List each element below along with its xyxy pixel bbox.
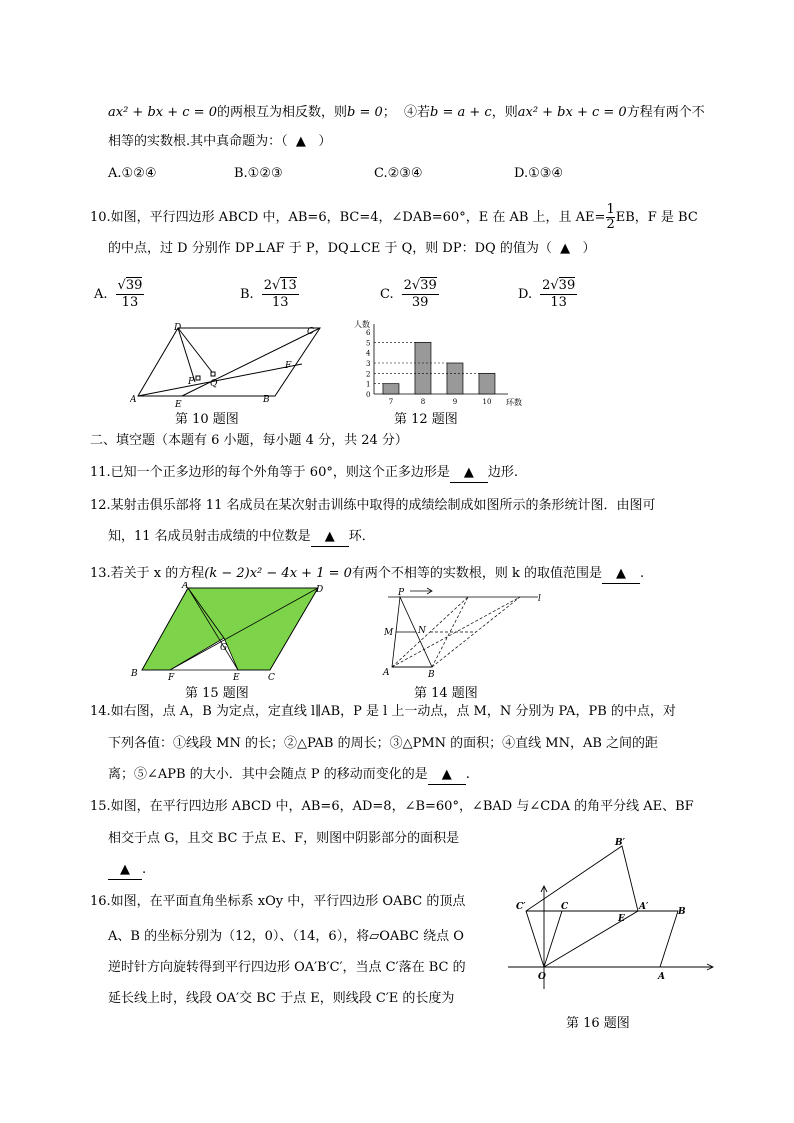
sqrt-icon: √	[411, 278, 421, 293]
label-c-prime: C′	[516, 902, 526, 912]
q10-frac-den: 2	[606, 217, 615, 232]
figure-16	[508, 834, 720, 994]
q12-end: 环．	[348, 529, 375, 544]
answer-mark: ▲	[295, 134, 306, 149]
radicand: 13	[280, 278, 297, 293]
q16-line1: 16.如图，在平面直角坐标系 xOy 中，平行四边形 OABC 的顶点	[90, 894, 466, 909]
figure-14	[378, 585, 548, 680]
coefficient: 2	[403, 278, 412, 293]
q10-line1	[90, 203, 698, 232]
option-label: B.	[240, 287, 254, 302]
q10-fraction	[606, 203, 614, 232]
radicand: 39	[420, 278, 437, 293]
label-e: E	[233, 673, 240, 682]
label-n: N	[418, 626, 426, 636]
right-angle-q	[211, 372, 215, 376]
q15-line2: 相交于点 G，且交 BC 于点 E、F，则图中阴影部分的面积是	[108, 831, 460, 846]
segment-dq	[178, 328, 212, 372]
label-b: B	[678, 907, 686, 917]
answer-mark: ▲	[441, 767, 452, 782]
q10-option-c	[380, 278, 439, 311]
q14-text3: 离；⑤∠APB 的大小．其中会随点 P 的移动而变化的是	[108, 767, 428, 782]
q10-frac-num: 1	[606, 202, 615, 217]
sqrt-icon: √	[117, 278, 126, 293]
label-f: F	[168, 673, 175, 682]
q9-option-d: D.①③④	[514, 166, 564, 181]
answer-mark: ▲	[120, 862, 130, 877]
right-angle-p	[196, 376, 200, 380]
q9-option-c: C.②③④	[374, 166, 423, 181]
radicand: 39	[125, 278, 143, 293]
q11-text: 11.已知一个正多边形的每个外角等于 60°，则这个正多边形是	[90, 465, 450, 480]
bar	[415, 342, 431, 394]
q16-line4: 延长线上时，线段 OA′交 BC 于点 E，则线段 C′E 的长度为	[108, 991, 455, 1006]
sqrt-icon: √	[271, 278, 281, 293]
parallelogram-oabc	[544, 911, 678, 967]
option-fraction	[116, 278, 145, 311]
segment-af	[138, 364, 302, 396]
section-2-heading: 二、填空题（本题有 6 小题，每小题 4 分，共 24 分）	[90, 433, 408, 448]
label-c: C	[268, 673, 275, 682]
q12-line1: 12.某射击俱乐部将 11 名成员在某次射击训练中取得的成绩绘制成如图所示的条形统计图．由图可	[90, 498, 656, 513]
q15-line3	[108, 861, 146, 880]
label-c: C	[307, 327, 314, 337]
q16-line3: 逆时针方向旋转得到平行四边形 OA′B′C′，当点 C′落在 BC 的	[108, 960, 466, 975]
bar	[447, 363, 463, 394]
fraction-denominator: 39	[411, 295, 429, 310]
label-d: D	[316, 585, 324, 595]
segment-dp	[178, 328, 195, 382]
answer-blank	[311, 528, 349, 547]
figure-12-chart	[352, 318, 532, 410]
q9-eq4: ax² + bx + c = 0	[517, 105, 627, 120]
label-d: D	[174, 323, 182, 333]
q9-eq2: b = 0	[347, 105, 383, 120]
q13-equation: (k − 2)x² − 4x + 1 = 0	[204, 566, 352, 581]
answer-blank	[602, 565, 640, 584]
q14-line3	[108, 766, 470, 785]
label-g: G	[220, 643, 228, 653]
y-tick-label: 2	[366, 370, 371, 379]
figure-14-caption: 第 14 题图	[414, 686, 478, 701]
label-c: C	[561, 902, 569, 912]
answer-mark: ▲	[463, 465, 474, 480]
option-label: A.	[94, 287, 108, 302]
label-o: O	[538, 972, 546, 982]
x-tick-label: 10	[482, 398, 492, 406]
q12-text: 知，11 名成员射击成绩的中位数是	[108, 529, 311, 544]
fraction-denominator: 13	[121, 295, 139, 310]
q11-end: 边形.	[487, 465, 518, 480]
q10-text1b: EB，F 是 BC	[615, 210, 698, 225]
q9-line1	[108, 104, 705, 122]
q9-item4: ④若	[404, 105, 431, 120]
label-b: B	[428, 670, 435, 680]
option-label: C.	[380, 287, 394, 302]
answer-blank	[108, 861, 142, 880]
option-label: D.	[518, 287, 533, 302]
label-b-prime: B′	[615, 838, 625, 848]
q13-text-b: 有两个不相等的实数根，则 k 的取值范围是	[351, 566, 603, 581]
bar	[383, 384, 399, 394]
y-tick-label: 1	[366, 380, 371, 389]
radicand: 39	[558, 278, 576, 293]
figure-10-caption: 第 10 题图	[175, 412, 239, 427]
fraction-denominator: 13	[550, 295, 567, 310]
y-tick-label: 3	[366, 360, 371, 368]
fraction-denominator: 13	[271, 295, 289, 310]
q9-text2: 相等的实数根.其中真命题为：（	[108, 134, 288, 149]
answer-mark: ▲	[616, 566, 627, 581]
x-tick-label: 9	[452, 398, 458, 406]
figure-15	[128, 582, 328, 682]
label-a-prime: A′	[639, 902, 649, 912]
fraction-numerator	[402, 278, 439, 295]
q10-text1a: 10.如图，平行四边形 ABCD 中，AB=6，BC=4，∠DAB=60°，E 在 AB 上，且 AE=	[90, 210, 606, 225]
bar	[479, 373, 495, 394]
figure-12-caption: 第 12 题图	[394, 412, 458, 427]
q9-eq1: ax² + bx + c = 0	[108, 105, 217, 120]
coefficient: 2	[263, 278, 272, 293]
q10-option-d	[518, 278, 577, 311]
y-tick-label: 0	[366, 391, 371, 399]
answer-mark: ▲	[324, 529, 335, 544]
label-l: l	[538, 594, 541, 604]
answer-blank	[428, 766, 466, 785]
fraction-numerator	[262, 278, 299, 295]
label-a: A	[383, 668, 390, 678]
q10-line2	[108, 240, 596, 258]
label-a: A	[182, 582, 189, 591]
q13-end: .	[640, 566, 645, 581]
label-e: E	[618, 914, 625, 924]
q10-option-b	[240, 278, 299, 311]
label-p: P	[188, 377, 195, 387]
q9-option-b: B.①②③	[234, 166, 283, 181]
sqrt-icon: √	[550, 278, 559, 293]
answer-mark: ▲	[560, 241, 571, 256]
q14-end: .	[465, 767, 470, 782]
parallelogram-abcd	[138, 328, 320, 396]
label-e: E	[175, 400, 182, 407]
q11	[90, 464, 518, 483]
q9-sep: ；	[382, 105, 396, 120]
figure-10	[130, 322, 330, 407]
q9-option-a: A.①②④	[108, 166, 157, 181]
q14-line2: 下列各值：①线段 MN 的长；②△PAB 的周长；③△PMN 的面积；④直线 MN，AB 之间的距	[108, 736, 659, 751]
answer-blank	[450, 464, 488, 483]
option-fraction	[540, 278, 577, 311]
q16-line2: A、B 的坐标分别为（12，0）、（14，6），将▱OABC 绕点 O	[108, 929, 464, 944]
option-fraction	[262, 278, 299, 311]
figure-16-caption: 第 16 题图	[566, 1016, 630, 1031]
label-b: B	[263, 395, 270, 405]
label-a: A	[130, 395, 137, 405]
label-b: B	[131, 669, 138, 679]
coefficient: 2	[542, 278, 551, 293]
q9-mid: ，则	[491, 105, 518, 120]
q13-text-a: 13.若关于 x 的方程	[90, 566, 205, 581]
q15-end: .	[142, 862, 147, 877]
label-p: P	[398, 588, 405, 598]
q12-line2	[108, 528, 375, 547]
q10-close: ）	[582, 241, 596, 256]
q15-line1: 15.如图，在平行四边形 ABCD 中，AB=6，AD=8，∠B=60°，∠BAD 与∠CDA 的角平分线 AE、BF	[90, 799, 694, 814]
option-fraction	[402, 278, 439, 311]
q9-line2	[108, 133, 331, 151]
label-q: Q	[210, 379, 218, 389]
q9-text1: 的两根互为相反数，则	[216, 105, 347, 120]
label-a: A	[658, 972, 665, 982]
q10-option-a	[94, 278, 144, 311]
x-tick-label: 7	[388, 398, 394, 406]
figure-15-caption: 第 15 题图	[185, 686, 249, 701]
parallelogram-oa'b'c'	[526, 846, 638, 967]
q14-line1: 14.如右图，点 A，B 为定点，定直线 l∥AB，P 是 l 上一动点，点 M，N 分别为 PA，PB 的中点，对	[90, 704, 676, 719]
y-tick-label: 5	[366, 339, 371, 348]
q9-eq3: b = a + c	[430, 105, 492, 120]
q10-text2: 的中点，过 D 分别作 DP⊥AF 于 P，DQ⊥CE 于 Q，则 DP：DQ 的值为（	[108, 241, 552, 256]
x-axis-label: 环数	[506, 398, 522, 407]
segment-ce	[182, 328, 320, 396]
fraction-numerator	[540, 278, 577, 295]
y-axis-label: 人数	[354, 320, 370, 329]
q9-end: 方程有两个不	[626, 105, 705, 120]
x-tick-label: 8	[420, 398, 426, 406]
label-f: F	[285, 361, 292, 371]
label-m: M	[384, 628, 394, 638]
y-tick-label: 4	[366, 349, 371, 358]
y-tick-label: 6	[366, 329, 371, 337]
q9-close: ）	[318, 134, 332, 149]
fraction-numerator	[116, 278, 145, 295]
